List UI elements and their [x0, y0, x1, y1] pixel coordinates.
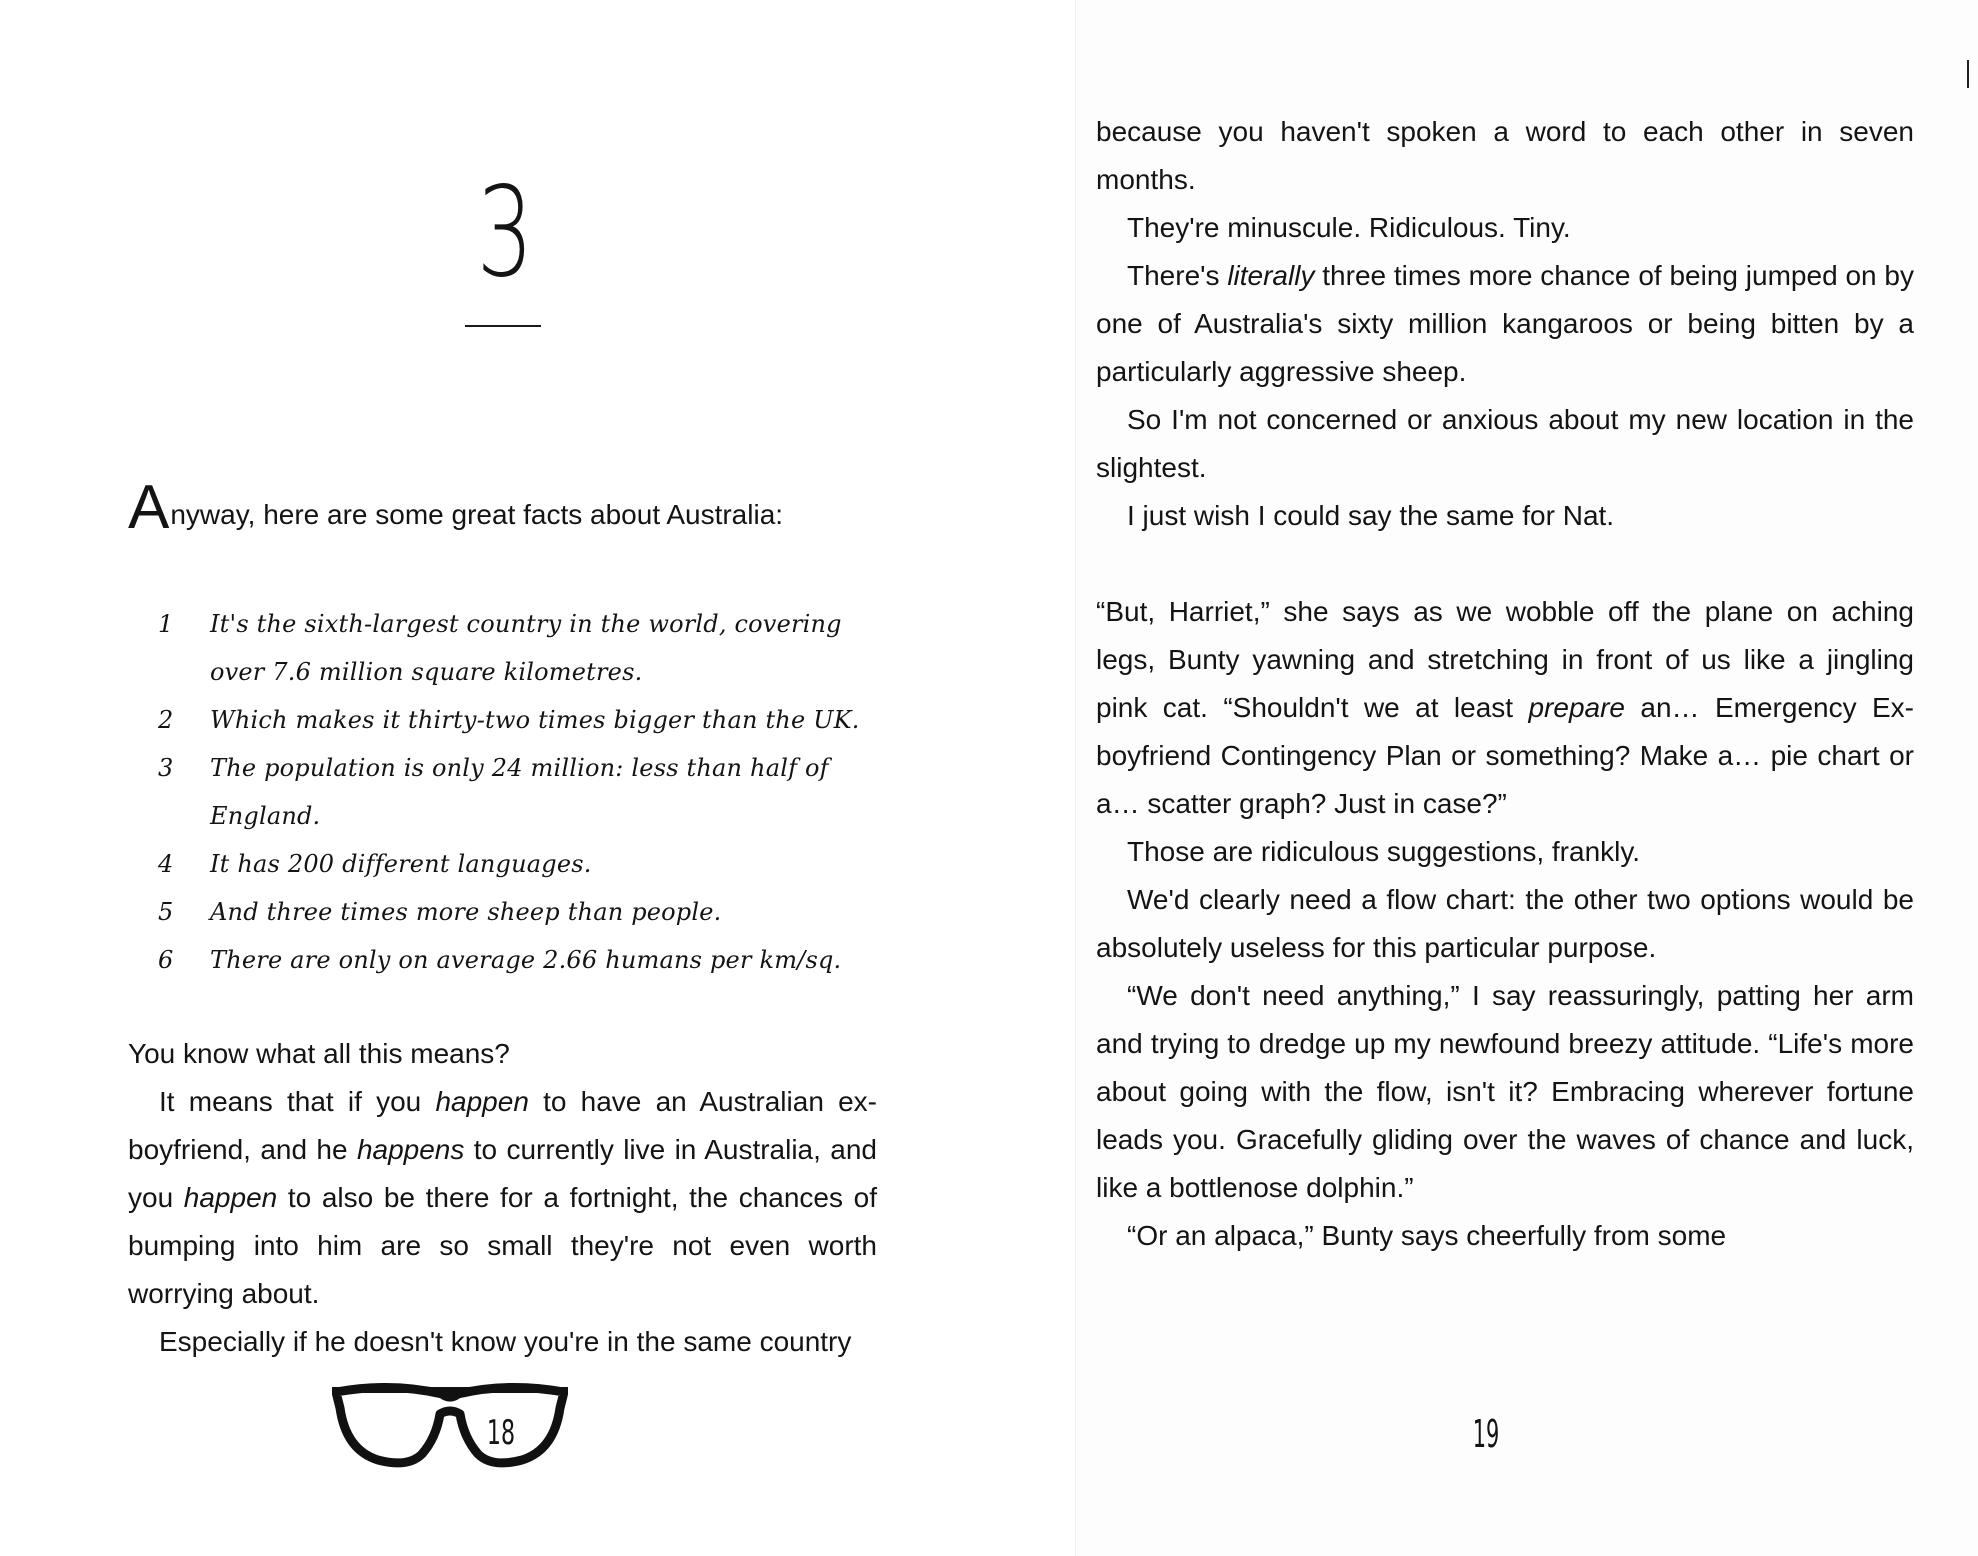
glasses-icon [332, 1380, 568, 1470]
paragraph: So I'm not concerned or anxious about my new location in the slightest. [1096, 404, 1914, 483]
text-run: to also be there for a fortnight, the chances of bumping into him are so small they're not even worth worrying about. [128, 1182, 877, 1309]
text-run: It means that if you [159, 1086, 436, 1117]
emphasis: prepare [1528, 692, 1625, 723]
fact-number: 1 [158, 610, 174, 638]
fact-text: And three times more sheep than people. [210, 898, 722, 926]
list-item [158, 936, 898, 984]
fact-text: There are only on average 2.66 humans per km/sq. [210, 946, 842, 974]
list-item [158, 744, 898, 840]
list-item [158, 888, 898, 936]
emphasis: happen [435, 1086, 529, 1117]
list-item [158, 600, 898, 696]
paragraph: “We don't need anything,” I say reassuringly, patting her arm and trying to dredge up my newfound breezy attitude. “Life's more about going with the flow, isn't it? Embracing wherever fortune leads you. Gracefully gliding over the waves of chance and luck, like a bottlenose dolphin.” [1096, 980, 1914, 1203]
fact-number: 4 [158, 850, 174, 878]
emphasis: happens [356, 1134, 465, 1165]
fact-number: 5 [158, 898, 174, 926]
right-page [1075, 0, 1978, 1556]
fact-number: 6 [158, 946, 174, 974]
text-run: an… Emergency Ex-boyfriend Contingency Plan or something? Make a… pie chart or a… scatter graph? Just in case?” [1096, 692, 1914, 819]
emphasis: literally [1227, 260, 1315, 291]
text-run: There's [1127, 260, 1228, 291]
paragraph: We'd clearly need a flow chart: the other two options would be absolutely useless for this particular purpose. [1096, 884, 1914, 963]
page-number: 19 [1472, 1412, 1500, 1456]
paragraph [1096, 588, 1914, 828]
paragraph: “Or an alpaca,” Bunty says cheerfully from some [1127, 1220, 1727, 1251]
paragraph [1096, 252, 1914, 396]
list-item [158, 696, 898, 744]
fact-text: The population is only 24 million: less than half of England. [210, 754, 829, 830]
fact-number: 3 [158, 754, 174, 782]
text-run: three times more chance of being jumped on by one of Australia's sixty million kangaroos or being bitten by a particularly aggressive sheep. [1096, 260, 1914, 387]
left-body-text [128, 1030, 877, 1366]
facts-list [158, 600, 898, 984]
paragraph: They're minuscule. Ridiculous. Tiny. [1127, 212, 1571, 243]
paragraph: because you haven't spoken a word to each other in seven months. [1096, 116, 1914, 195]
paragraph [128, 1078, 877, 1318]
text-run: to have an Australian ex-boyfriend, and he [128, 1086, 877, 1165]
intro-line [128, 473, 928, 542]
paragraph: Especially if he doesn't know you're in the same country [159, 1326, 852, 1357]
text-run: to currently live in Australia, and you [128, 1134, 877, 1213]
paragraph: You know what all this means? [128, 1038, 510, 1069]
page-number: 18 [486, 1413, 516, 1453]
fact-text: It's the sixth-largest country in the world, covering over 7.6 million square kilometres. [210, 610, 842, 686]
right-body-text [1096, 108, 1914, 1260]
chapter-number: 3 [476, 161, 534, 305]
text-run: “But, Harriet,” she says as we wobble off the plane on aching legs, Bunty yawning and stretching in front of us like a jingling pink cat. “Shouldn't we at least [1096, 596, 1914, 723]
drop-cap: A [128, 473, 170, 542]
list-item [158, 840, 898, 888]
fact-number: 2 [158, 706, 174, 734]
chapter-rule [465, 325, 541, 327]
fact-text: It has 200 different languages. [210, 850, 592, 878]
emphasis: happen [183, 1182, 278, 1213]
fact-text: Which makes it thirty-two times bigger than the UK. [210, 706, 860, 734]
paragraph: Those are ridiculous suggestions, frankly. [1127, 836, 1641, 867]
intro-text: nyway, here are some great facts about Australia: [170, 499, 784, 530]
paragraph: I just wish I could say the same for Nat. [1127, 500, 1615, 531]
page-edge-mark [1967, 60, 1969, 88]
